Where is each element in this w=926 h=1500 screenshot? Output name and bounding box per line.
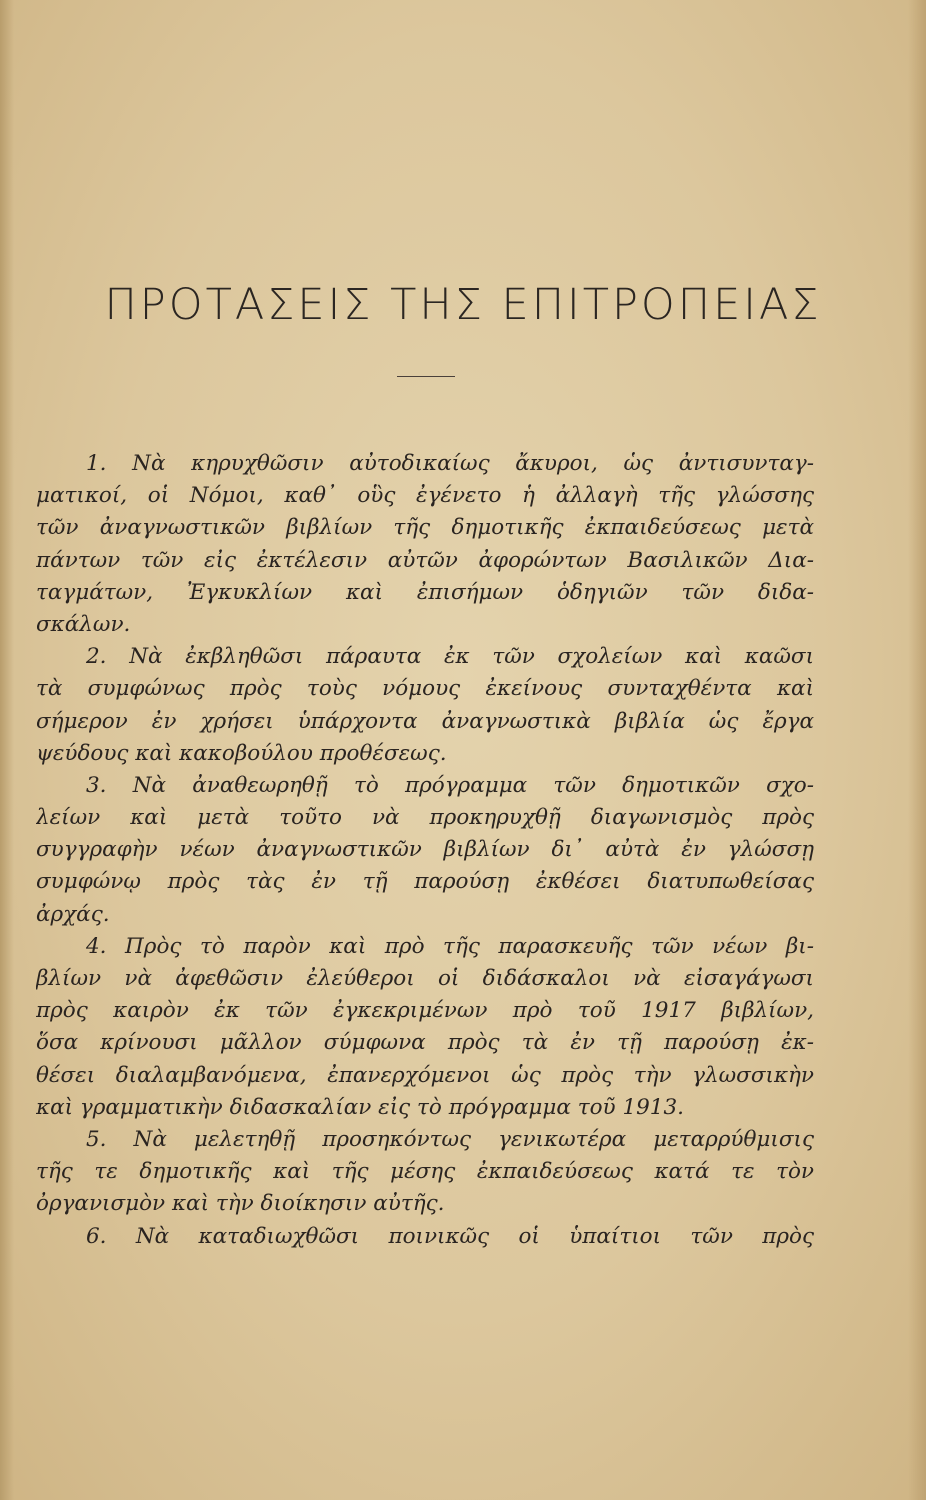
text-line: ταγμάτων, Ἐγκυκλίων καὶ ἐπισήμων ὁδηγιῶν τῶν διδα- — [36, 579, 814, 605]
title-divider — [397, 376, 455, 377]
text-line: σκάλων. — [36, 611, 131, 637]
text-line: ψεύδους καὶ κακοβούλου προθέσεως. — [36, 740, 447, 766]
page-edge-left — [0, 0, 14, 1500]
text-line: 6. Νὰ καταδιωχθῶσι ποινικῶς οἱ ὑπαίτιοι τῶν πρὸς — [86, 1223, 814, 1249]
text-line: 5. Νὰ μελετηθῇ προσηκόντως γενικωτέρα μεταρρύθμισις — [86, 1126, 814, 1152]
text-line: 4. Πρὸς τὸ παρὸν καὶ πρὸ τῆς παρασκευῆς τῶν νέων βι- — [86, 933, 814, 959]
text-line: συγγραφὴν νέων ἀναγνωστικῶν βιβλίων δι᾽ αὐτὰ ἐν γλώσσῃ — [36, 837, 814, 863]
text-line: τῆς τε δημοτικῆς καὶ τῆς μέσης ἐκπαιδεύσεως κατά τε τὸν — [36, 1159, 814, 1185]
text-line: θέσει διαλαμβανόμενα, ἐπανερχόμενοι ὡς πρὸς τὴν γλωσσικὴν — [36, 1062, 814, 1088]
text-line: 3. Νὰ ἀναθεωρηθῇ τὸ πρόγραμμα τῶν δημοτικῶν σχο- — [86, 772, 814, 798]
text-line: σήμερον ἐν χρήσει ὑπάρχοντα ἀναγνωστικὰ βιβλία ὡς ἔργα — [36, 708, 814, 734]
text-line: 2. Νὰ ἐκβληθῶσι πάραυτα ἐκ τῶν σχολείων καὶ καῶσι — [86, 644, 814, 670]
proposals-text — [36, 448, 814, 1253]
text-line: ὅσα κρίνουσι μᾶλλον σύμφωνα πρὸς τὰ ἐν τῇ παρούσῃ ἐκ- — [36, 1030, 814, 1056]
text-line: ἀρχάς. — [36, 901, 110, 927]
text-line: πρὸς καιρὸν ἐκ τῶν ἐγκεκριμένων πρὸ τοῦ 1917 βιβλίων, — [36, 998, 814, 1024]
text-line: πάντων τῶν εἰς ἐκτέλεσιν αὐτῶν ἀφορώντων Βασιλικῶν Δια- — [36, 547, 814, 573]
text-line: βλίων νὰ ἀφεθῶσιν ἐλεύθεροι οἱ διδάσκαλοι νὰ εἰσαγάγωσι — [36, 966, 814, 991]
text-line: 1. Νὰ κηρυχθῶσιν αὐτοδικαίως ἄκυροι, ὡς ἀντισυνταγ- — [86, 451, 814, 476]
text-line: τὰ συμφώνως πρὸς τοὺς νόμους ἐκείνους συνταχθέντα καὶ — [36, 676, 814, 702]
text-line: καὶ γραμματικὴν διδασκαλίαν εἰς τὸ πρόγραμμα τοῦ 1913. — [36, 1094, 685, 1120]
text-line: ὀργανισμὸν καὶ τὴν διοίκησιν αὐτῆς. — [36, 1191, 445, 1217]
text-line: τῶν ἀναγνωστικῶν βιβλίων τῆς δημοτικῆς ἐκπαιδεύσεως μετὰ — [36, 515, 814, 541]
page-title: ΠΡΟΤΑΣΕΙΣ ΤΗΣ ΕΠΙΤΡΟΠΕΙΑΣ — [104, 280, 822, 330]
page-edge-right — [908, 0, 926, 1500]
text-line: συμφώνῳ πρὸς τὰς ἐν τῇ παρούσῃ ἐκθέσει διατυπωθείσας — [36, 869, 814, 895]
text-line: λείων καὶ μετὰ τοῦτο νὰ προκηρυχθῇ διαγωνισμὸς πρὸς — [36, 805, 814, 831]
text-line: ματικοί, οἱ Νόμοι, καθ᾽ οὓς ἐγένετο ἡ ἀλλαγὴ τῆς γλώσσης — [36, 483, 814, 509]
